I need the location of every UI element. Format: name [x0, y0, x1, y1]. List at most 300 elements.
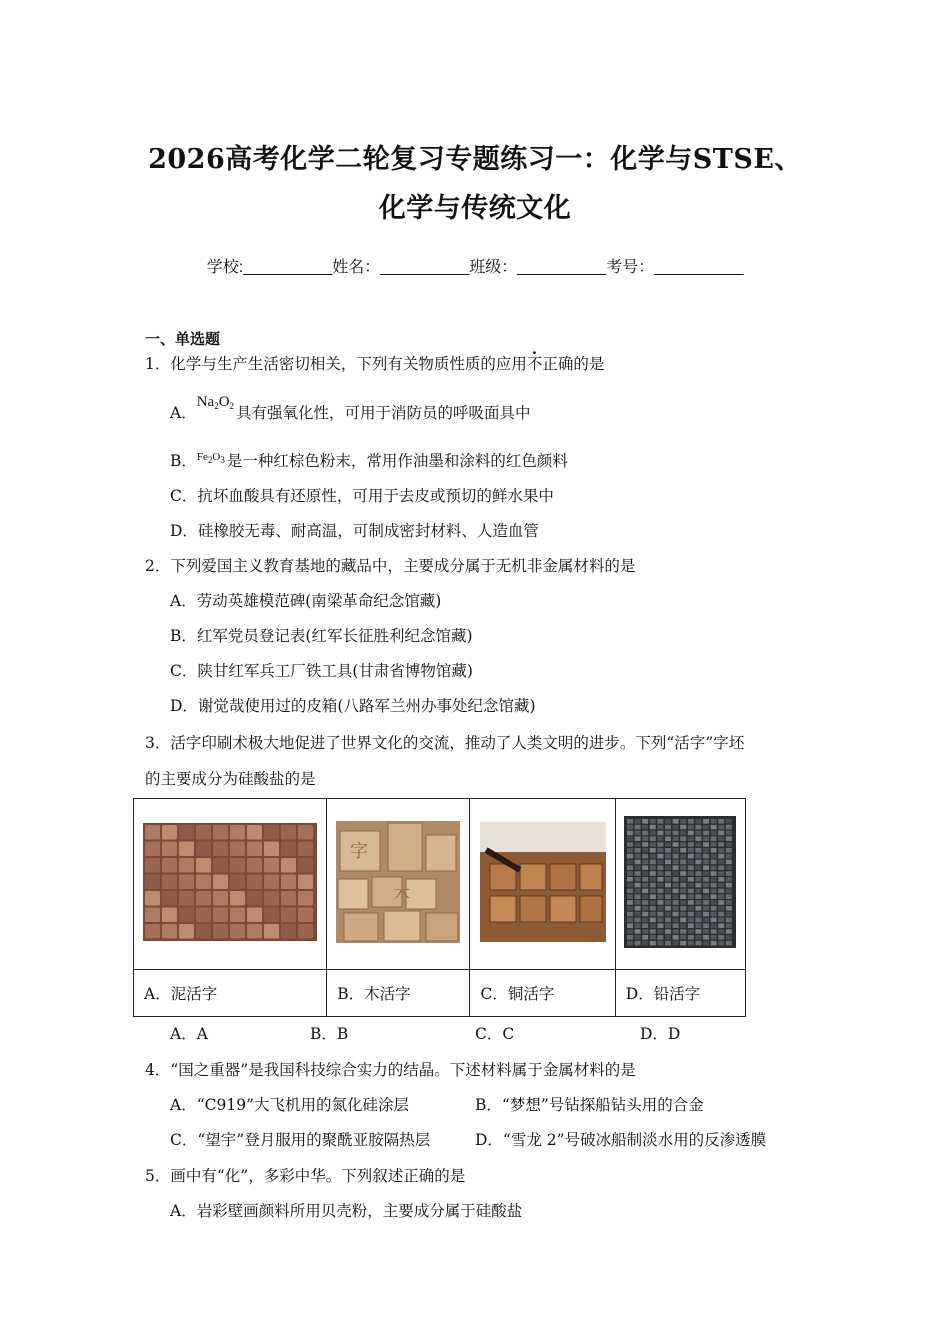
lead-type-block [681, 918, 687, 923]
lead-type-block [643, 894, 649, 899]
lead-type-block [673, 848, 679, 853]
lead-type-block [711, 906, 717, 911]
lead-type-block [711, 935, 717, 940]
lead-type-block [635, 929, 641, 934]
lead-type-block [681, 912, 687, 917]
lead-type-block [726, 941, 732, 946]
lead-type-block [658, 836, 664, 841]
lead-type-block [688, 819, 694, 824]
lead-type-block [726, 831, 732, 836]
lead-type-block [673, 825, 679, 830]
lead-type-block [650, 836, 656, 841]
lead-type-block [673, 877, 679, 882]
lead-type-block [665, 941, 671, 946]
lead-type-block [643, 923, 649, 928]
lead-type-block [681, 889, 687, 894]
lead-type-block [703, 871, 709, 876]
lead-type-block [658, 865, 664, 870]
q4-option-c[interactable]: C．“望宇”登月服用的聚酰亚胺隔热层 [170, 1131, 431, 1149]
lead-type-block [650, 825, 656, 830]
lead-type-block [711, 912, 717, 917]
q2-option-b[interactable]: B．红军党员登记表(红军长征胜利纪念馆藏) [170, 627, 473, 645]
clay-type-block [281, 924, 296, 939]
lead-type-block [627, 877, 633, 882]
lead-type-block [627, 825, 633, 830]
lead-type-block [635, 871, 641, 876]
clay-type-block [162, 842, 177, 857]
clay-type-block [298, 924, 313, 939]
lead-type-cell [615, 799, 745, 970]
lead-type-block [719, 906, 725, 911]
lead-type-block [696, 900, 702, 905]
lead-type-block [681, 894, 687, 899]
lead-type-block [650, 848, 656, 853]
lead-type-block [696, 929, 702, 934]
lead-type-block [696, 918, 702, 923]
clay-type-block [281, 875, 296, 890]
wood-type-image [336, 821, 460, 943]
lead-type-block [696, 877, 702, 882]
lead-type-block [688, 854, 694, 859]
q1-option-d[interactable]: D．硅橡胶无毒、耐高温，可制成密封材料、人造血管 [170, 522, 539, 540]
lead-type-block [643, 831, 649, 836]
lead-type-block [627, 929, 633, 934]
lead-type-block [650, 854, 656, 859]
q1-stem [145, 352, 604, 374]
lead-type-block [673, 819, 679, 824]
lead-type-block [726, 819, 732, 824]
lead-type-block [673, 854, 679, 859]
lead-type-block [719, 819, 725, 824]
lead-type-block [711, 825, 717, 830]
lead-type-block [726, 854, 732, 859]
lead-type-block [658, 906, 664, 911]
lead-type-block [658, 923, 664, 928]
lead-type-block [643, 935, 649, 940]
lead-type-block [665, 842, 671, 847]
lead-type-block [696, 941, 702, 946]
lead-type-block [681, 929, 687, 934]
q1-option-b[interactable] [170, 449, 568, 471]
lead-type-block [681, 865, 687, 870]
lead-type-block [711, 918, 717, 923]
lead-type-block [726, 935, 732, 940]
lead-type-block [635, 894, 641, 899]
lead-type-block [726, 865, 732, 870]
q3-option-d[interactable]: D．D [640, 1025, 681, 1043]
lead-type-block [726, 836, 732, 841]
lead-type-block [726, 923, 732, 928]
lead-type-block [650, 894, 656, 899]
lead-type-block [665, 877, 671, 882]
lead-type-block [711, 929, 717, 934]
lead-type-block [711, 883, 717, 888]
clay-type-block [145, 825, 160, 840]
lead-type-block [681, 941, 687, 946]
lead-type-block [719, 865, 725, 870]
lead-type-block [719, 877, 725, 882]
fe-subscript: 2 [207, 455, 213, 465]
clay-type-block [298, 891, 313, 906]
lead-type-block [627, 883, 633, 888]
lead-type-block [673, 935, 679, 940]
lead-type-block [650, 865, 656, 870]
lead-type-block [673, 883, 679, 888]
lead-type-block [658, 935, 664, 940]
lead-type-block [627, 848, 633, 853]
lead-type-block [635, 819, 641, 824]
q4-option-a[interactable]: A．“C919”大飞机用的氮化硅涂层 [170, 1096, 409, 1114]
lead-type-block [719, 918, 725, 923]
lead-type-block [703, 860, 709, 865]
lead-type-block [719, 935, 725, 940]
lead-type-block [635, 912, 641, 917]
o-symbol: O [218, 394, 230, 410]
lead-type-block [627, 889, 633, 894]
q2-option-c[interactable]: C．陕甘红军兵工厂铁工具(甘肃省博物馆藏) [170, 662, 473, 680]
lead-type-block [711, 894, 717, 899]
q2-option-d[interactable]: D．谢觉哉使用过的皮箱(八路军兰州办事处纪念馆藏) [170, 697, 536, 715]
clay-type-block [179, 825, 194, 840]
lead-type-block [703, 912, 709, 917]
lead-type-block [627, 935, 633, 940]
lead-type-block [719, 923, 725, 928]
clay-type-block [145, 924, 160, 939]
lead-type-block [681, 935, 687, 940]
clay-type-block [179, 891, 194, 906]
lead-type-block [673, 923, 679, 928]
school-blank[interactable]: __________ [243, 259, 333, 276]
lead-type-block [703, 836, 709, 841]
q4-option-d[interactable]: D．“雪龙 2”号破冰船制淡水用的反渗透膜 [475, 1131, 767, 1149]
lead-type-block [627, 819, 633, 824]
lead-type-block [643, 825, 649, 830]
lead-type-block [665, 865, 671, 870]
q1-emphasis [527, 355, 574, 373]
lead-type-block [635, 918, 641, 923]
lead-type-block [711, 836, 717, 841]
lead-type-block [681, 854, 687, 859]
lead-type-block [688, 906, 694, 911]
clay-type-block [281, 842, 296, 857]
clay-type-label: A．泥活字 [134, 970, 327, 1017]
o-subscript: 2 [229, 401, 235, 411]
o-symbol: O [212, 451, 221, 463]
lead-type-block [711, 941, 717, 946]
lead-type-block [688, 877, 694, 882]
clay-type-block [247, 891, 262, 906]
lead-type-block [665, 929, 671, 934]
q4-stem: 4．“国之重器”是我国科技综合实力的结晶。下述材料属于金属材料的是 [145, 1061, 636, 1079]
lead-type-block [665, 935, 671, 940]
lead-type-block [650, 877, 656, 882]
clay-type-block [179, 875, 194, 890]
clay-type-block [196, 858, 211, 873]
lead-type-block [719, 894, 725, 899]
lead-type-block [719, 842, 725, 847]
clay-type-block [230, 891, 245, 906]
clay-type-block [213, 875, 228, 890]
q2-option-a[interactable]: A．劳动英雄模范碑(南梁革命纪念馆藏) [170, 592, 442, 610]
lead-type-block [688, 842, 694, 847]
lead-type-block [688, 900, 694, 905]
lead-type-block [703, 877, 709, 882]
lead-type-block [627, 918, 633, 923]
lead-type-block [658, 819, 664, 824]
clay-type-block [213, 858, 228, 873]
lead-type-block [719, 883, 725, 888]
lead-type-block [673, 894, 679, 899]
lead-type-block [681, 923, 687, 928]
lead-type-block [665, 848, 671, 853]
lead-type-block [711, 871, 717, 876]
q3-option-b[interactable]: B．B [310, 1025, 349, 1043]
lead-type-block [696, 842, 702, 847]
lead-type-block [665, 831, 671, 836]
lead-type-block [719, 889, 725, 894]
lead-type-block [719, 912, 725, 917]
lead-type-block [711, 923, 717, 928]
lead-type-block [703, 854, 709, 859]
lead-type-block [726, 871, 732, 876]
lead-type-block [688, 912, 694, 917]
lead-type-block [658, 871, 664, 876]
lead-type-block [635, 836, 641, 841]
lead-type-block [703, 831, 709, 836]
clay-type-block [196, 924, 211, 939]
clay-type-block [162, 825, 177, 840]
lead-type-block [688, 865, 694, 870]
clay-type-block [213, 842, 228, 857]
clay-type-block [264, 825, 279, 840]
q1-stem-text: 1．化学与生产生活密切相关，下列有关物质性质的应用 [145, 355, 527, 373]
formula-fe2o3 [197, 451, 225, 463]
wood-type-label: B．木活字 [327, 970, 470, 1017]
copper-type-image [480, 822, 606, 942]
lead-type-block [688, 831, 694, 836]
lead-type-block [696, 871, 702, 876]
lead-type-block [726, 889, 732, 894]
doc-title-line2: 化学与传统文化 [378, 193, 572, 224]
lead-type-block [703, 906, 709, 911]
q5-option-a[interactable]: A．岩彩壁画颜料所用贝壳粉，主要成分属于硅酸盐 [170, 1202, 523, 1220]
lead-type-block [627, 854, 633, 859]
q3-option-c[interactable]: C．C [475, 1025, 515, 1043]
lead-type-block [627, 900, 633, 905]
lead-type-block [726, 918, 732, 923]
lead-type-block [696, 935, 702, 940]
lead-type-block [719, 848, 725, 853]
clay-type-block [298, 908, 313, 923]
lead-type-block [688, 923, 694, 928]
lead-type-block [726, 860, 732, 865]
clay-type-block [264, 875, 279, 890]
clay-type-block [145, 858, 160, 873]
lead-type-block [650, 935, 656, 940]
clay-type-block [298, 875, 313, 890]
lead-type-block [643, 889, 649, 894]
lead-type-block [711, 854, 717, 859]
lead-type-block [696, 912, 702, 917]
lead-type-block [696, 889, 702, 894]
q4-option-b[interactable]: B．“梦想”号钻探船钻头用的合金 [475, 1096, 704, 1114]
q1-emphasis-text: 不正确 [526, 355, 574, 373]
lead-type-block [703, 865, 709, 870]
lead-type-block [665, 825, 671, 830]
lead-type-block [711, 860, 717, 865]
lead-type-block [650, 889, 656, 894]
lead-type-block [703, 883, 709, 888]
lead-type-block [665, 894, 671, 899]
q1-a-text: 具有强氧化性，可用于消防员的呼吸面具中 [236, 404, 531, 422]
clay-type-block [196, 842, 211, 857]
clay-type-image [143, 823, 317, 941]
lead-type-block [627, 906, 633, 911]
lead-type-block [711, 848, 717, 853]
clay-type-block [281, 858, 296, 873]
lead-type-block [658, 929, 664, 934]
lead-type-block [650, 923, 656, 928]
q1-stem-end: 的是 [573, 355, 605, 373]
lead-type-block [627, 860, 633, 865]
lead-type-block [719, 860, 725, 865]
lead-type-block [696, 906, 702, 911]
lead-type-block [688, 929, 694, 934]
lead-type-block [719, 836, 725, 841]
lead-type-block [703, 935, 709, 940]
lead-type-block [650, 900, 656, 905]
lead-type-block [703, 918, 709, 923]
lead-type-block [681, 871, 687, 876]
clay-type-block [196, 908, 211, 923]
lead-type-block [665, 819, 671, 824]
lead-type-block [726, 877, 732, 882]
lead-type-block [703, 819, 709, 824]
lead-type-block [643, 854, 649, 859]
lead-type-block [688, 883, 694, 888]
lead-type-block [688, 871, 694, 876]
lead-type-block [673, 836, 679, 841]
lead-type-block [650, 941, 656, 946]
q5-stem: 5．画中有“化”，多彩中华。下列叙述正确的是 [145, 1167, 466, 1185]
lead-type-block [726, 900, 732, 905]
clay-type-block [179, 858, 194, 873]
q3-option-a[interactable]: A．A [170, 1025, 208, 1043]
lead-type-block [635, 831, 641, 836]
clay-type-block [264, 891, 279, 906]
lead-type-block [627, 941, 633, 946]
lead-type-block [643, 918, 649, 923]
clay-type-block [145, 891, 160, 906]
name-blank[interactable]: __________ [380, 259, 470, 276]
lead-type-block [681, 836, 687, 841]
lead-type-block [635, 923, 641, 928]
lead-type-block [688, 860, 694, 865]
clay-type-block [247, 858, 262, 873]
lead-type-block [635, 941, 641, 946]
clay-type-block [213, 924, 228, 939]
lead-type-block [643, 941, 649, 946]
lead-type-block [673, 831, 679, 836]
lead-type-block [703, 929, 709, 934]
lead-type-block [688, 941, 694, 946]
class-blank[interactable]: __________ [517, 259, 607, 276]
clay-type-block [179, 924, 194, 939]
lead-type-block [696, 831, 702, 836]
lead-type-block [711, 819, 717, 824]
clay-type-block [162, 908, 177, 923]
movable-type-table [133, 798, 746, 1017]
number-blank[interactable]: __________ [654, 259, 744, 276]
clay-type-block [230, 875, 245, 890]
formula-na2o2 [197, 394, 234, 410]
lead-type-block [627, 923, 633, 928]
lead-type-block [658, 854, 664, 859]
lead-type-block [665, 871, 671, 876]
lead-type-block [650, 929, 656, 934]
clay-type-block [145, 875, 160, 890]
name-label: 姓名： [332, 259, 381, 276]
lead-type-block [658, 825, 664, 830]
lead-type-block [681, 842, 687, 847]
clay-type-block [298, 858, 313, 873]
lead-type-block [658, 912, 664, 917]
lead-type-block [643, 836, 649, 841]
clay-type-block [230, 842, 245, 857]
lead-type-block [696, 848, 702, 853]
lead-type-block [696, 894, 702, 899]
lead-type-block [703, 900, 709, 905]
lead-type-block [665, 912, 671, 917]
lead-type-block [650, 842, 656, 847]
clay-type-block [196, 875, 211, 890]
clay-type-block [196, 825, 211, 840]
lead-type-block [635, 848, 641, 853]
lead-type-block [643, 860, 649, 865]
lead-type-block [635, 906, 641, 911]
q1-option-a[interactable] [170, 394, 531, 423]
lead-type-block [665, 923, 671, 928]
lead-type-block [688, 894, 694, 899]
lead-type-block [703, 842, 709, 847]
lead-type-block [650, 831, 656, 836]
lead-type-block [681, 877, 687, 882]
lead-type-block [719, 854, 725, 859]
lead-type-block [703, 889, 709, 894]
lead-type-block [719, 900, 725, 905]
clay-type-block [247, 908, 262, 923]
q1-option-c[interactable]: C．抗坏血酸具有还原性，可用于去皮或预切的鲜水果中 [170, 487, 554, 505]
clay-type-block [264, 908, 279, 923]
lead-type-block [688, 848, 694, 853]
school-label: 学校: [206, 259, 244, 276]
clay-type-block [213, 891, 228, 906]
section-heading: 一、单选题 [145, 331, 221, 348]
na-subscript: 2 [214, 401, 219, 411]
q1-b-text: 是一种红棕色粉末，常用作油墨和涂料的红色颜料 [226, 452, 568, 470]
o-subscript: 3 [220, 455, 225, 465]
student-info-line [0, 254, 950, 277]
lead-type-block [696, 883, 702, 888]
lead-type-block [627, 842, 633, 847]
lead-type-block [643, 906, 649, 911]
q3-stem-line2: 的主要成分为硅酸盐的是 [145, 770, 316, 788]
clay-type-block [281, 891, 296, 906]
lead-type-block [696, 860, 702, 865]
lead-type-block [726, 906, 732, 911]
lead-type-block [627, 871, 633, 876]
clay-type-block [179, 908, 194, 923]
